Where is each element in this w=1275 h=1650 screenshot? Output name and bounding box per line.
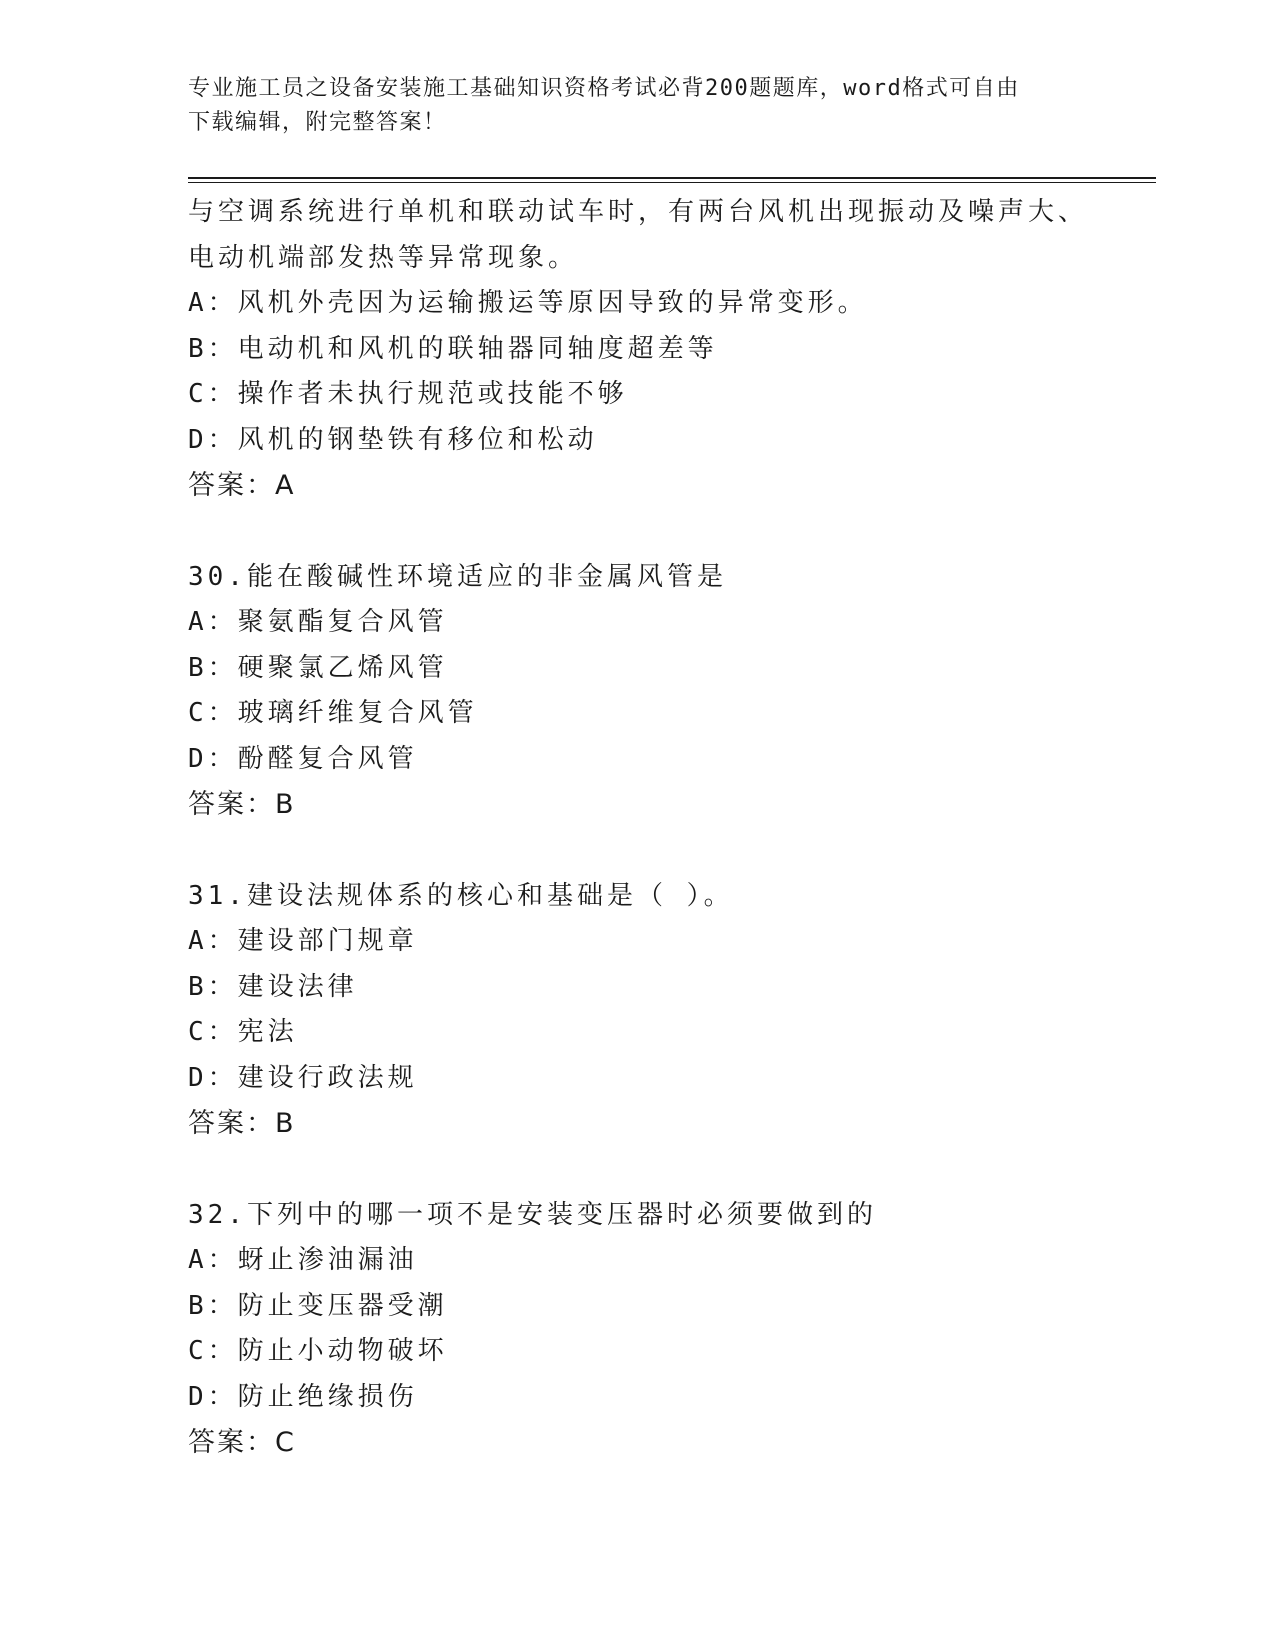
option-b: B：防止变压器受潮 [188, 1290, 448, 1321]
spacer [188, 1147, 1088, 1193]
header-rule-thick [188, 177, 1156, 179]
option-d: D：风机的钢垫铁有移位和松动 [188, 424, 598, 455]
document-header [188, 72, 1068, 140]
question-block-31 [188, 874, 1088, 1147]
option-b: B：电动机和风机的联轴器同轴度超差等 [188, 333, 718, 364]
question-text-line-2: 电动机端部发热等异常现象。 [188, 242, 579, 273]
header-rule-thin [188, 182, 1156, 183]
question-text: 31.建设法规体系的核心和基础是（ ）。 [188, 880, 734, 911]
header-line-2: 下载编辑，附完整答案！ [188, 110, 447, 135]
option-c: C：玻璃纤维复合风管 [188, 698, 478, 728]
answer-line: 答案：B [188, 1108, 296, 1139]
option-d: D：建设行政法规 [188, 1062, 418, 1093]
question-text: 32.下列中的哪一项不是安装变压器时必须要做到的 [188, 1199, 877, 1230]
question-list [188, 190, 1088, 1466]
question-block-30 [188, 555, 1088, 828]
option-c: C：防止小动物破坏 [188, 1336, 448, 1366]
question-text-line-1: 与空调系统进行单机和联动试车时，有两台风机出现振动及噪声大、 [188, 197, 1089, 227]
option-a: A：风机外壳因为运输搬运等原因导致的异常变形。 [188, 288, 868, 318]
answer-line: 答案：C [188, 1427, 296, 1458]
option-a: A：建设部门规章 [188, 926, 418, 956]
spacer [188, 828, 1088, 874]
question-text: 30.能在酸碱性环境适应的非金属风管是 [188, 561, 727, 592]
question-block-continued [188, 190, 1088, 509]
option-a: A：聚氨酯复合风管 [188, 607, 448, 637]
answer-line: 答案：A [188, 470, 296, 501]
header-line-1: 专业施工员之设备安装施工基础知识资格考试必背200题题库，word格式可自由 [188, 76, 1020, 101]
option-b: B：硬聚氯乙烯风管 [188, 652, 448, 683]
option-c: C：操作者未执行规范或技能不够 [188, 379, 628, 409]
option-d: D：防止绝缘损伤 [188, 1381, 418, 1412]
option-a: A：蚜止渗油漏油 [188, 1245, 418, 1275]
question-block-32 [188, 1193, 1088, 1466]
option-c: C：宪法 [188, 1017, 298, 1047]
option-b: B：建设法律 [188, 971, 358, 1002]
spacer [188, 509, 1088, 555]
option-d: D：酚醛复合风管 [188, 743, 418, 774]
answer-line: 答案：B [188, 789, 296, 820]
